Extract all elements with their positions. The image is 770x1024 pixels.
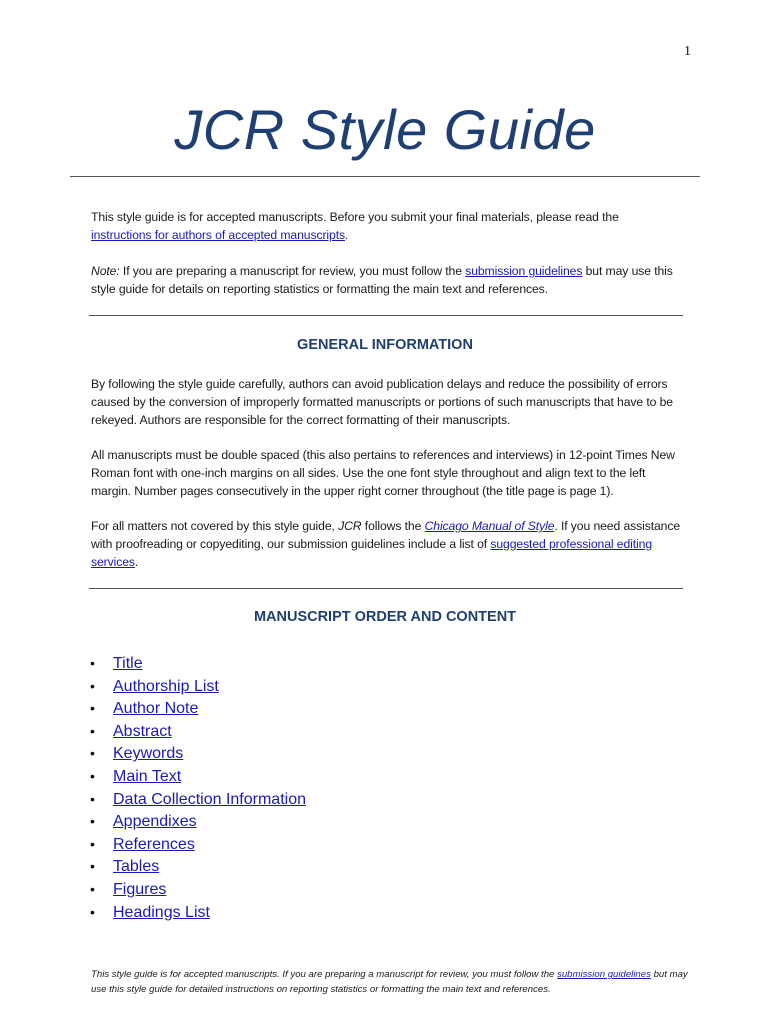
toc-link-keywords[interactable]: Keywords: [113, 745, 184, 763]
list-item: [90, 833, 306, 856]
toc-link-author-note[interactable]: Author Note: [113, 700, 199, 718]
bullet-icon: •: [90, 655, 95, 671]
list-item: [90, 765, 306, 788]
bullet-icon: •: [90, 903, 95, 920]
general-information-heading: GENERAL INFORMATION: [297, 337, 473, 353]
toc-link-tables[interactable]: Tables: [113, 858, 160, 876]
accepted-manuscripts-instructions-link[interactable]: instructions for authors of accepted manuscripts: [91, 228, 345, 242]
general-paragraph-3: [91, 517, 681, 571]
note-text-end: but may use this style guide for details on reporting statistics or formatting the main text and references.: [91, 264, 673, 296]
intro-paragraph: [91, 208, 681, 244]
intro-text: This style guide is for accepted manuscripts. Before you submit your final materials, please read the: [91, 210, 619, 224]
general-paragraph-2: All manuscripts must be double spaced (this also pertains to references and interviews) in 12-point Times New Roman font with one-inch margins on all sides. Use the one font style throughout and align text to the left margin. Number pages consecutively in the upper right corner throughout (the title page is page 1).: [91, 448, 675, 498]
toc-link-data-collection[interactable]: Data Collection Information: [113, 790, 306, 808]
page-footer: [91, 967, 691, 997]
toc-link-appendixes[interactable]: Appendixes: [113, 813, 197, 831]
footer-text-end: but may use this style guide for detailed instructions on reporting statistics or formatting the main text and references.: [91, 969, 688, 995]
list-item: [90, 788, 306, 811]
list-item: [90, 652, 306, 675]
intro-text-end: .: [344, 228, 349, 242]
bullet-icon: •: [90, 745, 95, 762]
page-number: 1: [684, 44, 691, 59]
chicago-manual-link[interactable]: Chicago Manual of Style: [424, 519, 555, 533]
footer-text: This style guide is for accepted manuscripts. If you are preparing a manuscript for review, you must follow the: [91, 969, 558, 980]
bullet-icon: •: [90, 677, 95, 694]
footer-submission-guidelines-link[interactable]: submission guidelines: [557, 969, 651, 980]
toc-link-main-text[interactable]: Main Text: [113, 767, 182, 785]
document-title: JCR Style Guide: [174, 98, 596, 161]
bullet-icon: •: [90, 835, 95, 852]
list-item: [90, 901, 306, 924]
general-paragraph-1: By following the style guide carefully, authors can avoid publication delays and reduce the possibility of errors caused by the conversion of improperly formatted manuscripts or portions of such manuscripts that have to be rekeyed. Authors are responsible for the correct formatting of their manuscripts.: [91, 377, 673, 427]
jcr-abbreviation: JCR: [338, 519, 362, 533]
toc-link-references[interactable]: References: [113, 835, 195, 853]
toc-link-title[interactable]: Title: [113, 655, 143, 672]
bullet-icon: •: [90, 813, 95, 830]
bullet-icon: •: [90, 790, 95, 807]
general-paragraph-3-text: For all matters not covered by this style guide,: [91, 519, 339, 533]
list-item: [90, 697, 306, 720]
toc-link-abstract[interactable]: Abstract: [113, 722, 172, 740]
list-item: [90, 720, 306, 743]
list-item: [90, 742, 306, 765]
manuscript-contents-list: [90, 652, 306, 923]
list-item: [90, 878, 306, 901]
note-label: Note:: [91, 264, 120, 278]
note-paragraph: [91, 262, 681, 298]
submission-guidelines-link[interactable]: submission guidelines: [465, 264, 583, 278]
toc-link-authorship-list[interactable]: Authorship List: [113, 677, 219, 695]
bullet-icon: •: [90, 722, 95, 739]
list-item: [90, 675, 306, 698]
general-paragraph-3-text: follows the: [361, 519, 425, 533]
list-item: [90, 810, 306, 833]
editing-services-link[interactable]: suggested professional editing services: [91, 537, 653, 569]
list-item: [90, 855, 306, 878]
title-divider: [70, 176, 700, 177]
bullet-icon: •: [90, 767, 95, 784]
section-divider: [89, 315, 683, 316]
note-text: If you are preparing a manuscript for review, you must follow the: [119, 264, 466, 278]
bullet-icon: •: [90, 700, 95, 717]
bullet-icon: •: [90, 858, 95, 875]
bullet-icon: •: [90, 880, 95, 897]
toc-link-figures[interactable]: Figures: [113, 880, 167, 898]
section-divider: [89, 588, 683, 589]
manuscript-order-heading: MANUSCRIPT ORDER AND CONTENT: [253, 609, 517, 625]
general-paragraph-3-text: .: [134, 555, 139, 569]
general-paragraph-3-text: . If you need assistance with proofreading or copyediting, our submission guidelines include a list of: [91, 519, 681, 551]
toc-link-headings-list[interactable]: Headings List: [113, 903, 210, 921]
